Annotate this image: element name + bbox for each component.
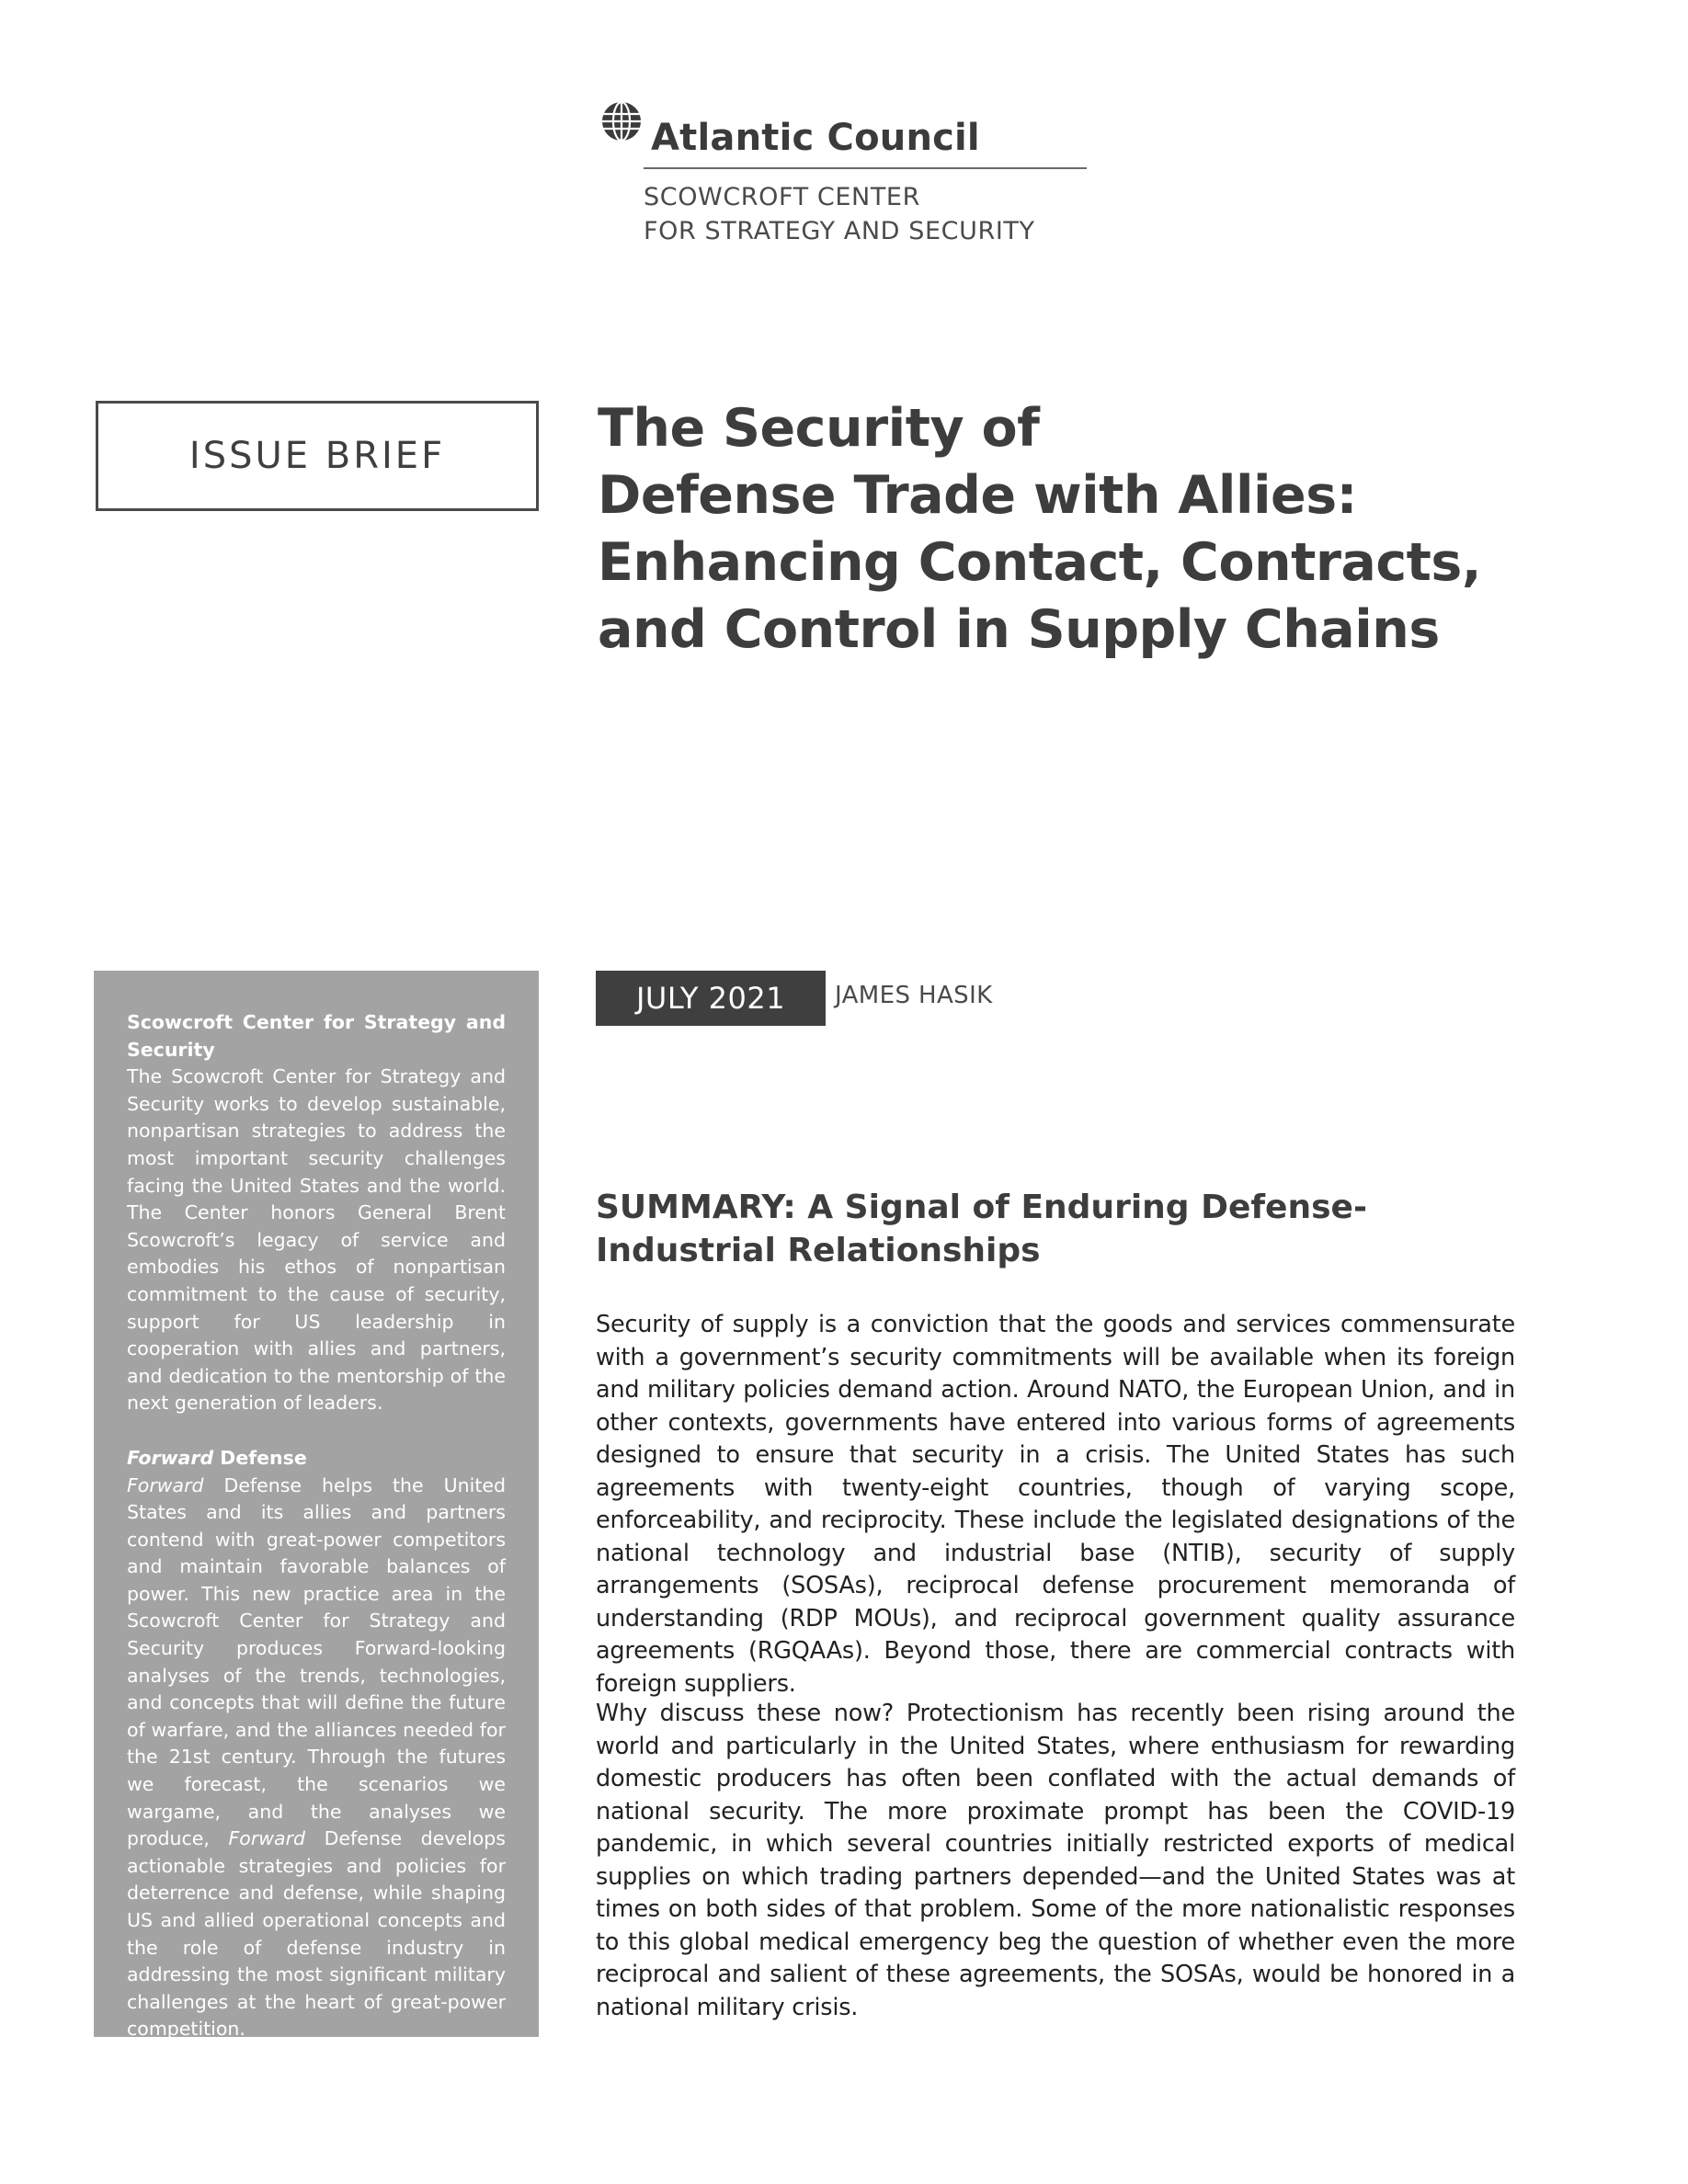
heading-italic: Forward xyxy=(127,1446,214,1469)
center-name-line2: FOR STRATEGY AND SECURITY xyxy=(644,217,1035,245)
title-line3: Enhancing Contact, Contracts, xyxy=(598,532,1482,593)
logo-row xyxy=(599,96,1087,160)
page-title xyxy=(598,395,1609,664)
title-line1: The Security of xyxy=(598,398,1040,459)
summary-paragraph-1: Security of supply is a conviction that the goods and services commensurate with a government’s security commitments will be available when its foreign and military policies demand action. Around NATO, the European Union, and in other contexts, governments have entered into various forms of agreements designed to ensure that security in a crisis. The United States has such agreements with twenty-eight countries, though of varying scope, enforceability, and reciprocity. These include the legislated designations of the national technology and industrial base (NTIB), security of supply arrangements (SOSAs), reciprocal defense procurement memoranda of understanding (RDP MOUs), and reciprocal government quality assurance agreements (RGQAAs). Beyond those, there are commercial contracts with foreign suppliers. xyxy=(596,1311,1515,1698)
org-logo xyxy=(599,96,1087,248)
logo-divider xyxy=(644,167,1087,169)
body-italic-1: Forward xyxy=(127,1473,204,1496)
body-part-2: Defense develops actionable strategies and policies for deterrence and defense, while shaping US and allied operational concepts and the role of defense industry in addressing the most significant military challenges at the heart of great-power competition. xyxy=(127,1827,506,2041)
sidebar xyxy=(94,971,539,2041)
date-badge: JULY 2021 xyxy=(596,971,826,1026)
body-part-1: Defense helps the United States and its allies and partners contend with great-power competitors and maintain favorable balances of power. This new practice area in the Scowcroft Center for Strategy and Security produces Forward-looking analyses of the trends, technologies, and concepts that will define the future of warfare, and the alliances needed for the 21st century. Through the futures we forecast, the scenarios we wargame, and the analyses we produce, xyxy=(127,1473,506,1850)
sidebar-body-scowcroft: The Scowcroft Center for Strategy and Security works to develop sustainable, nonpartisan strategies to address the most important security challenges facing the United States and the world. The Center honors General Brent Scowcroft’s legacy of service and embodies his ethos of nonpartisan commitment to the cause of security, support for US leadership in cooperation with allies and partners, and dedication to the mentorship of the next generation of leaders. xyxy=(127,1065,506,1415)
org-name: Atlantic Council xyxy=(651,117,980,159)
sidebar-heading-scowcroft: Scowcroft Center for Strategy and Security xyxy=(127,1011,506,1061)
center-name-line1: SCOWCROFT CENTER xyxy=(644,183,920,211)
sidebar-heading-forward-defense xyxy=(127,1445,506,1473)
author-name: JAMES HASIK xyxy=(835,982,993,1009)
center-name xyxy=(644,180,1087,248)
globe-icon xyxy=(599,99,644,143)
title-line4: and Control in Supply Chains xyxy=(598,599,1440,660)
sidebar-spacer xyxy=(127,1417,506,1445)
title-line2: Defense Trade with Allies: xyxy=(598,465,1357,526)
issue-brief-label: ISSUE BRIEF xyxy=(96,401,539,511)
summary-heading: SUMMARY: A Signal of Enduring Defense-Industrial Relationships xyxy=(596,1189,1367,1269)
heading-rest: Defense xyxy=(213,1446,307,1469)
summary-paragraph-2: Why discuss these now? Protectionism has recently been rising around the world and particularly in the United States, where enthusiasm for rewarding domestic producers has often been conflated with the actual demands of national security. The more proximate prompt has been the COVID-19 pandemic, in which several countries initially restricted exports of medical supplies on which trading partners depended—and the United States was at times on both sides of that problem. Some of the more nationalistic responses to this global medical emergency beg the question of whether even the more reciprocal and salient of these agreements, the SOSAs, would be honored in a national military crisis. xyxy=(596,1700,1515,2021)
body-italic-2: Forward xyxy=(228,1827,306,1850)
sidebar-body-forward-defense xyxy=(127,1473,506,2043)
